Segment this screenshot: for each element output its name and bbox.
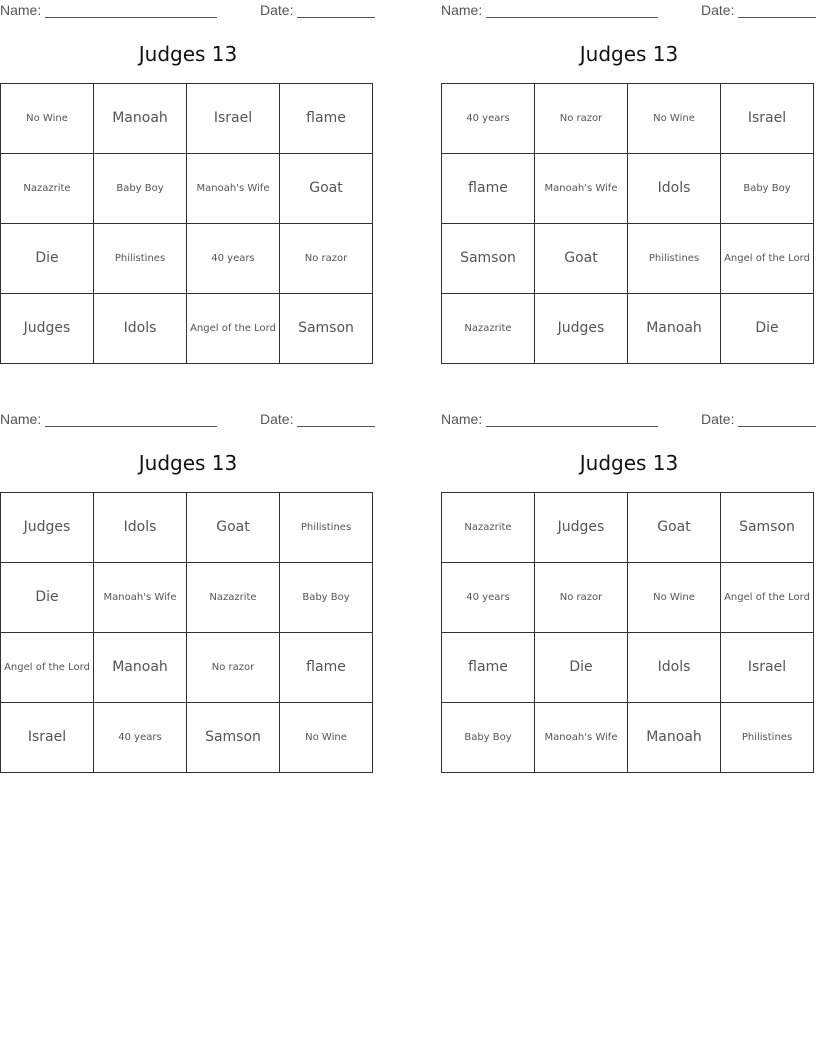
bingo-cell: Angel of the Lord xyxy=(721,224,814,294)
name-label: Name: xyxy=(0,2,42,18)
bingo-cell: No Wine xyxy=(628,563,721,633)
bingo-cell: Goat xyxy=(535,224,628,294)
bingo-cell: Goat xyxy=(628,493,721,563)
bingo-cell: flame xyxy=(280,633,373,703)
bingo-grid xyxy=(441,492,814,773)
bingo-cell: Manoah's Wife xyxy=(535,154,628,224)
bingo-cell: Baby Boy xyxy=(442,703,535,773)
bingo-card-2 xyxy=(441,0,816,368)
card-title: Judges 13 xyxy=(138,42,238,66)
bingo-cell: Samson xyxy=(721,493,814,563)
bingo-cell: 40 years xyxy=(94,703,187,773)
bingo-cell: 40 years xyxy=(187,224,280,294)
bingo-cell: Samson xyxy=(280,294,373,364)
bingo-cell: flame xyxy=(442,154,535,224)
bingo-cell: Philistines xyxy=(280,493,373,563)
bingo-grid xyxy=(0,83,373,364)
grid-row xyxy=(442,294,814,364)
bingo-cell: Baby Boy xyxy=(280,563,373,633)
bingo-cell: Nazazrite xyxy=(1,154,94,224)
bingo-cell: Judges xyxy=(535,493,628,563)
bingo-card-1 xyxy=(0,0,376,368)
bingo-cell: Manoah's Wife xyxy=(187,154,280,224)
grid-row xyxy=(1,224,373,294)
bingo-cell: Idols xyxy=(94,493,187,563)
date-blank-line xyxy=(297,411,375,427)
date-blank-line xyxy=(738,2,816,18)
bingo-cell: Judges xyxy=(1,493,94,563)
date-blank-line xyxy=(297,2,375,18)
bingo-cell: Idols xyxy=(94,294,187,364)
bingo-cell: Manoah xyxy=(628,294,721,364)
card-title: Judges 13 xyxy=(579,451,679,475)
bingo-cell: Die xyxy=(1,224,94,294)
bingo-cell: Nazazrite xyxy=(442,493,535,563)
bingo-cell: Philistines xyxy=(628,224,721,294)
bingo-cell: Samson xyxy=(187,703,280,773)
bingo-cell: Nazazrite xyxy=(442,294,535,364)
bingo-cell: Die xyxy=(535,633,628,703)
grid-row xyxy=(1,633,373,703)
bingo-cell: Angel of the Lord xyxy=(721,563,814,633)
bingo-cell: Philistines xyxy=(721,703,814,773)
bingo-cell: Israel xyxy=(721,84,814,154)
bingo-cell: No Wine xyxy=(1,84,94,154)
bingo-cell: 40 years xyxy=(442,563,535,633)
bingo-cell: Idols xyxy=(628,633,721,703)
bingo-cell: Samson xyxy=(442,224,535,294)
bingo-cell: Angel of the Lord xyxy=(1,633,94,703)
name-blank-line xyxy=(486,411,658,427)
bingo-cell: No razor xyxy=(535,563,628,633)
date-label: Date: xyxy=(701,2,735,18)
grid-row xyxy=(442,154,814,224)
grid-row xyxy=(442,563,814,633)
grid-row xyxy=(1,294,373,364)
name-blank-line xyxy=(486,2,658,18)
bingo-cell: flame xyxy=(442,633,535,703)
card-title: Judges 13 xyxy=(138,451,238,475)
bingo-cell: Die xyxy=(721,294,814,364)
bingo-grid xyxy=(0,492,373,773)
bingo-cell: No Wine xyxy=(280,703,373,773)
card-header xyxy=(441,0,816,22)
bingo-cell: Baby Boy xyxy=(721,154,814,224)
grid-row xyxy=(442,703,814,773)
bingo-cell: No Wine xyxy=(628,84,721,154)
bingo-grid xyxy=(441,83,814,364)
bingo-cell: Die xyxy=(1,563,94,633)
bingo-cell: Manoah's Wife xyxy=(94,563,187,633)
bingo-cell: Baby Boy xyxy=(94,154,187,224)
name-label: Name: xyxy=(441,2,483,18)
bingo-cell: Idols xyxy=(628,154,721,224)
card-header xyxy=(0,0,376,22)
card-header xyxy=(441,409,816,431)
name-label: Name: xyxy=(0,411,42,427)
grid-row xyxy=(442,493,814,563)
card-title: Judges 13 xyxy=(579,42,679,66)
bingo-cell: flame xyxy=(280,84,373,154)
name-blank-line xyxy=(45,2,217,18)
grid-row xyxy=(1,154,373,224)
date-label: Date: xyxy=(260,411,294,427)
bingo-cell: No razor xyxy=(187,633,280,703)
bingo-cell: Israel xyxy=(1,703,94,773)
bingo-cell: Goat xyxy=(187,493,280,563)
date-blank-line xyxy=(738,411,816,427)
bingo-cell: Manoah xyxy=(94,84,187,154)
bingo-cell: Philistines xyxy=(94,224,187,294)
bingo-cell: Judges xyxy=(535,294,628,364)
bingo-cell: Israel xyxy=(721,633,814,703)
grid-row xyxy=(1,563,373,633)
grid-row xyxy=(1,703,373,773)
bingo-card-4 xyxy=(441,409,816,777)
name-blank-line xyxy=(45,411,217,427)
grid-row xyxy=(1,84,373,154)
date-label: Date: xyxy=(701,411,735,427)
bingo-cell: Manoah's Wife xyxy=(535,703,628,773)
bingo-cell: Judges xyxy=(1,294,94,364)
card-header xyxy=(0,409,376,431)
bingo-cell: No razor xyxy=(280,224,373,294)
grid-row xyxy=(442,84,814,154)
bingo-cell: Goat xyxy=(280,154,373,224)
name-label: Name: xyxy=(441,411,483,427)
bingo-cell: Manoah xyxy=(94,633,187,703)
bingo-cell: No razor xyxy=(535,84,628,154)
bingo-card-3 xyxy=(0,409,376,777)
bingo-cell: Israel xyxy=(187,84,280,154)
grid-row xyxy=(1,493,373,563)
bingo-cell: Manoah xyxy=(628,703,721,773)
date-label: Date: xyxy=(260,2,294,18)
bingo-cell: 40 years xyxy=(442,84,535,154)
bingo-cell: Nazazrite xyxy=(187,563,280,633)
bingo-cell: Angel of the Lord xyxy=(187,294,280,364)
grid-row xyxy=(442,633,814,703)
grid-row xyxy=(442,224,814,294)
